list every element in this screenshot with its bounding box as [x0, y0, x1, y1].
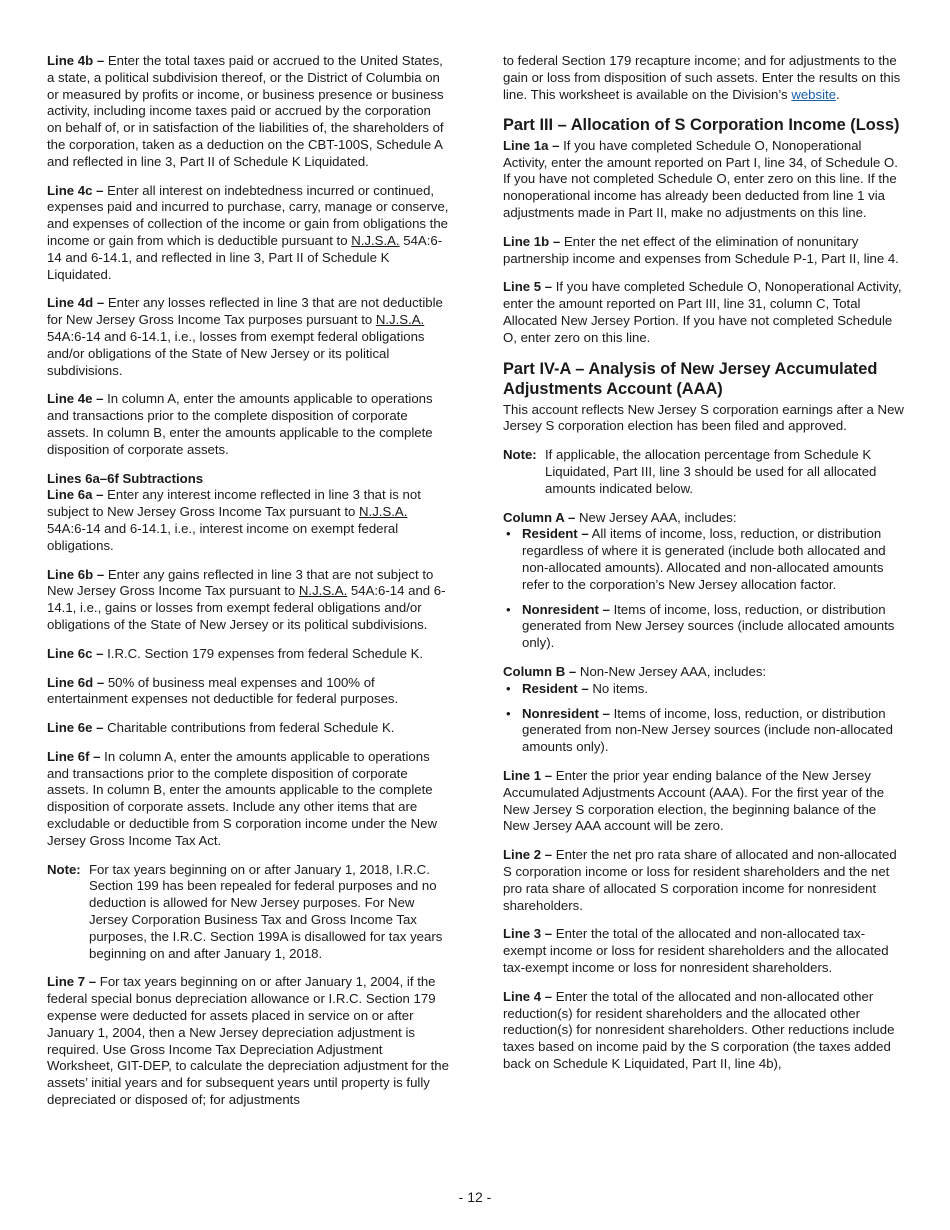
line-label: Line 4e – [47, 391, 104, 407]
allocation-note [503, 447, 906, 497]
item-text: No items. [588, 680, 649, 696]
line-label: Line 1a – [503, 137, 560, 153]
line-label: Line 6a – [47, 487, 104, 503]
column-text: Non-New Jersey AAA, includes: [576, 664, 767, 680]
line-label: Line 2 – [503, 847, 553, 863]
line-label: Line 4c – [47, 182, 104, 198]
list-item [503, 706, 906, 756]
statute-reference: N.J.S.A. [375, 312, 425, 328]
column-b-list [503, 681, 906, 756]
line-text: 50% of business meal expenses and 100% of entertainment expenses not deductible for federal purposes. [47, 674, 399, 707]
page-number: - 12 - [458, 1189, 492, 1205]
list-item [503, 526, 906, 593]
line-label: Line 1b – [503, 233, 561, 249]
line-text: Enter all interest on indebtedness incurred or continued, expenses paid and incurred to purchase, carry, manage or conserve, and expenses of collection of the income or gain from obligations the income or gain from which is deductible pursuant to [47, 182, 449, 248]
line-6f-paragraph [47, 749, 449, 850]
column-a-title [503, 510, 906, 527]
line-label: Line 6c – [47, 645, 104, 661]
note-label: Note: [503, 447, 537, 463]
subtractions-heading: Lines 6a–6f Subtractions [47, 470, 204, 486]
line-4c-paragraph [47, 183, 449, 284]
line-label: Line 4d – [47, 295, 105, 311]
division-website-link[interactable]: website [791, 86, 837, 102]
part-4a-line-2-paragraph [503, 847, 906, 914]
line-text: Enter the total of the allocated and non-allocated tax-exempt income or loss for resident shareholders and the allocated tax-exempt income or loss for nonresident shareholders. [503, 926, 889, 975]
part-4a-heading: Part IV-A – Analysis of New Jersey Accumulated Adjustments Account (AAA) [503, 359, 878, 399]
line-text: . [836, 86, 840, 102]
column-a-list [503, 526, 906, 652]
part-3-line-5-paragraph [503, 279, 906, 346]
statute-reference: N.J.S.A. [351, 232, 400, 248]
line-label: Line 6f – [47, 748, 101, 764]
line-7-paragraph [47, 974, 449, 1108]
part-4a-line-4-paragraph [503, 989, 906, 1073]
part-4a-line-1-paragraph [503, 768, 906, 835]
line-text: 54A:6-14 and 6-14.1, and reflected in line 3, Part II of Schedule K Liquidated. [47, 232, 443, 282]
bullet-icon: • [506, 526, 511, 542]
part-3-heading: Part III – Allocation of S Corporation Income (Loss) [503, 116, 900, 135]
item-text: Items of income, loss, reduction, or distribution generated from New Jersey sources (include allocated amounts only). [522, 601, 895, 651]
line-text: Enter any gains reflected in line 3 that are not subject to New Jersey Gross Income Tax pursuant to [47, 566, 434, 599]
part-3-line-1b-paragraph [503, 234, 906, 268]
part-3-line-1a-paragraph [503, 138, 906, 222]
item-label: Resident – [522, 526, 589, 542]
column-text: New Jersey AAA, includes: [575, 509, 737, 525]
line-label: Line 5 – [503, 279, 553, 295]
line-text: Enter any interest income reflected in line 3 that is not subject to New Jersey Gross Income Tax pursuant to [47, 487, 421, 520]
line-text: 54A:6-14 and 6-14.1, i.e., gains or losses from exempt federal obligations and/or obligations of the State of New Jersey or its political subdivisions. [47, 583, 446, 632]
note-label: Note: [47, 861, 81, 877]
item-label: Resident – [522, 680, 589, 696]
note-text: For tax years beginning on or after January 1, 2018, I.R.C. Section 199 has been repealed for federal purposes and no deduction is allowed for New Jersey purposes. For New Jersey Corporation Business Tax and Gross Income Tax purposes, the I.R.C. Section 199A is disallowed for tax years beginning on and after January 1, 2018. [89, 861, 443, 961]
line-text: In column A, enter the amounts applicable to operations and transactions prior to the complete disposition of corporate assets. In column B, enter the amounts applicable to the complete disposition of corporate assets. [47, 391, 433, 457]
line-text: Enter any losses reflected in line 3 that are not deductible for New Jersey Gross Income Tax purposes pursuant to [47, 295, 443, 328]
line-label: Line 1 – [503, 768, 553, 783]
line-6b-paragraph [47, 567, 449, 634]
item-label: Nonresident – [522, 601, 610, 617]
line-text: Enter the total taxes paid or accrued to the United States, a state, a political subdivision thereof, or the District of Columbia on or measured by profits or income, or business presence or business activity, including income taxes paid or accrued by the corporation on behalf of, or in satisfaction of the liabilities of, the shareholders of the corporation, taken as a deduction on the CBT-100S, Schedule A and reflected in line 3, Part II of Schedule K Liquidated. [47, 53, 444, 169]
item-text: Items of income, loss, reduction, or distribution generated from non-New Jersey sources (include non-allocated amounts only). [522, 705, 893, 755]
line-text: Enter the prior year ending balance of the New Jersey Accumulated Adjustments Account (AAA). For the first year of the New Jersey S corporation election, the beginning balance of the New Jersey AAA account will be zero. [503, 768, 885, 834]
column-b-title [503, 664, 906, 681]
line-text: 54A:6-14 and 6-14.1, i.e., interest income on exempt federal obligations. [47, 520, 399, 553]
line-label: Line 7 – [47, 974, 97, 990]
line-label: Line 6e – [47, 720, 104, 736]
part-4a-line-3-paragraph [503, 926, 906, 976]
bullet-icon: • [506, 680, 511, 696]
section-199-note [47, 862, 449, 963]
line-4b-paragraph [47, 53, 449, 171]
line-text: In column A, enter the amounts applicable to operations and transactions prior to the complete disposition of corporate assets. In column B, enter the amounts applicable to the complete disposition of corporate assets. Include any other items that are excludable or deductible from S corporation income under the New Jersey Gross Income Tax Act. [47, 748, 437, 848]
item-text: All items of income, loss, reduction, or distribution regardless of where it is generated (include both allocated and non-allocated amounts). Allocated and non-allocated amounts refer to the corporation’s New Jersey allocation factor. [522, 526, 886, 592]
list-item [503, 681, 906, 698]
line-6c-paragraph [47, 646, 449, 663]
line-text: For tax years beginning on or after January 1, 2004, if the federal special bonus depreciation allowance or I.R.C. Section 179 expense were deducted for assets placed in service on or after January 1, 2004, then a New Jersey depreciation adjustment is required. Use Gross Income Tax Depreciation Adjustment Worksheet, GIT-DEP, to calculate the depreciation adjustment for the assets’ initial years and for subsequent years until property is fully depreciated or disposed of; for adjustments [47, 974, 449, 1108]
list-item [503, 602, 906, 652]
line-text: If you have completed Schedule O, Nonoperational Activity, enter the amount reported on Part III, line 31, column C, Total Allocated New Jersey Portion. If you have not completed Schedule O, enter zero on this line. [503, 279, 902, 345]
left-column [47, 53, 449, 1121]
line-text: If you have completed Schedule O, Nonoperational Activity, enter the amount reported on Part I, line 34, of Schedule O. If you have not completed Schedule O, enter zero on this line. If the nonoperational income has already been deducted from line 1 via adjustments made in Part II, make no adjustments on this line. [503, 137, 898, 221]
column-label: Column A – [503, 509, 576, 525]
line-6d-paragraph [47, 675, 449, 709]
line-label: Line 3 – [503, 926, 553, 942]
line-text: 54A:6-14 and 6-14.1, i.e., losses from exempt federal obligations and/or obligations of the State of New Jersey or its political subdivisions. [47, 328, 425, 378]
bullet-icon: • [506, 705, 511, 721]
line-label: Line 6b – [47, 566, 105, 582]
line-label: Line 4 – [503, 988, 553, 1004]
note-text: If applicable, the allocation percentage from Schedule K Liquidated, Part III, line 3 should be used for all allocated amounts indicated below. [545, 447, 877, 496]
line-label: Line 6d – [47, 674, 105, 690]
line-label: Line 4b – [47, 53, 105, 68]
line-4d-paragraph [47, 295, 449, 379]
column-label: Column B – [503, 664, 577, 680]
line-text: to federal Section 179 recapture income; and for adjustments to the gain or loss from disposition of such assets. Enter the results on this line. This worksheet is available on the Division’s [503, 53, 901, 102]
line-text: Charitable contributions from federal Schedule K. [103, 720, 395, 736]
right-column [503, 53, 906, 1085]
line-7-continuation [503, 53, 906, 103]
line-text: Enter the net effect of the elimination of nonunitary partnership income and expenses from Schedule P-1, Part II, line 4. [503, 233, 899, 266]
statute-reference: N.J.S.A. [359, 504, 408, 520]
line-text: I.R.C. Section 179 expenses from federal Schedule K. [103, 645, 424, 661]
item-label: Nonresident – [522, 705, 610, 721]
line-4e-paragraph [47, 391, 449, 458]
bullet-icon: • [506, 601, 511, 617]
line-6a-paragraph [47, 487, 449, 554]
statute-reference: N.J.S.A. [298, 583, 348, 599]
line-6e-paragraph [47, 720, 449, 737]
part-4a-intro: This account reflects New Jersey S corporation earnings after a New Jersey S corporation election has been filed and approved. [503, 401, 904, 434]
line-text: Enter the total of the allocated and non-allocated other reduction(s) for resident shareholders and the allocated other reduction(s) for nonresident shareholders. Other reductions include taxes based on income paid by the S corporation (the taxes added back on Schedule K Liquidated, Part II, line 4b), [503, 988, 895, 1071]
line-text: Enter the net pro rata share of allocated and non-allocated S corporation income or loss for resident shareholders and the net pro rata share of allocated S corporation income for nonresident shareholders. [503, 847, 897, 913]
